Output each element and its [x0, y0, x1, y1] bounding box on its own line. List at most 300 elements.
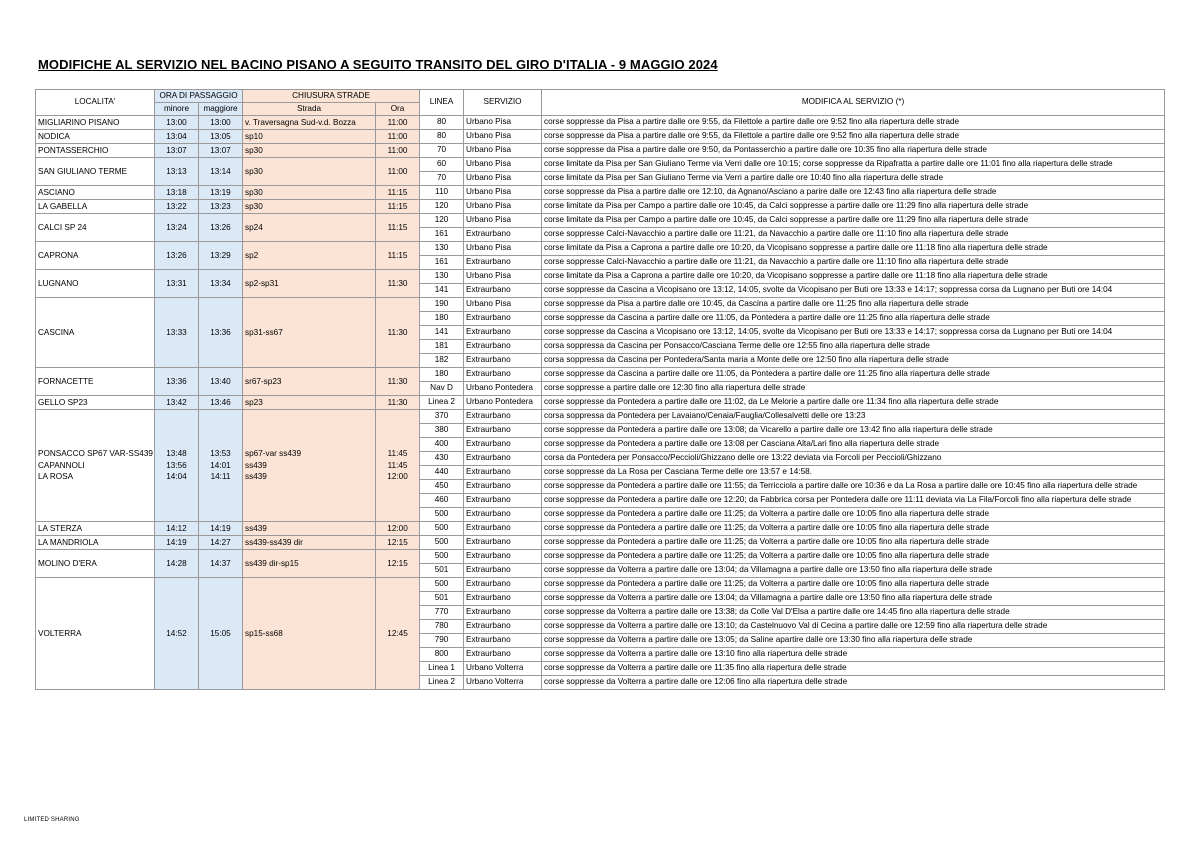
cell-maggiore — [199, 116, 243, 130]
cell-maggiore-line: 13:34 — [210, 278, 231, 288]
header-ora: Ora — [376, 103, 420, 116]
cell-linea: 501 — [420, 564, 464, 578]
cell-modifica: corse soppresse da Pontedera a partire dalle ore 11:25; da Volterra a partire dalle ore 10:05 fino alla riapertura delle strade — [542, 550, 1165, 564]
cell-localita-line: LA STERZA — [38, 523, 83, 533]
cell-servizio: Extraurbano — [464, 536, 542, 550]
cell-minore-line: 13:56 — [166, 460, 187, 470]
cell-servizio: Extraurbano — [464, 508, 542, 522]
cell-minore — [155, 396, 199, 410]
cell-strada — [243, 270, 376, 298]
cell-linea: 70 — [420, 172, 464, 186]
cell-maggiore-line: 13:36 — [210, 327, 231, 337]
cell-minore — [155, 536, 199, 550]
cell-modifica: corse soppresse da Pontedera a partire dalle ore 11:25; da Volterra a partire dalle ore 10:05 fino alla riapertura delle strade — [542, 508, 1165, 522]
cell-linea: 500 — [420, 578, 464, 592]
cell-linea: 380 — [420, 424, 464, 438]
cell-servizio: Extraurbano — [464, 256, 542, 270]
table-row — [36, 130, 1165, 144]
cell-ora-line: 11:45 — [387, 460, 408, 470]
cell-ora — [376, 410, 420, 522]
cell-linea: 60 — [420, 158, 464, 172]
cell-modifica: corse soppresse da Volterra a partire dalle ore 12:06 fino alla riapertura delle strade — [542, 676, 1165, 690]
cell-minore-line: 14:04 — [166, 472, 187, 482]
cell-minore-line: 13:24 — [166, 222, 187, 232]
cell-modifica: corse soppresse da Pontedera a partire dalle ore 13:08; da Vicarello a partire dalle ore 13:42 fino alla riapertura delle strade — [542, 424, 1165, 438]
cell-linea: 120 — [420, 214, 464, 228]
cell-modifica: corse soppresse da Pontedera a partire dalle ore 11:02, da Le Melorie a partire dalle ore 11:34 fino alla riapertura delle strade — [542, 396, 1165, 410]
cell-minore — [155, 186, 199, 200]
cell-modifica: corse soppresse Calci-Navacchio a partire dalle ore 11:21, da Navacchio a partire dalle ore 11:10 fino alla riapertura delle strade — [542, 256, 1165, 270]
table-row — [36, 536, 1165, 550]
cell-servizio: Urbano Pisa — [464, 144, 542, 158]
cell-modifica: corse soppresse da Pontedera a partire dalle ore 11:25; da Volterra a partire dalle ore 10:05 fino alla riapertura delle strade — [542, 536, 1165, 550]
cell-servizio: Urbano Pisa — [464, 270, 542, 284]
cell-servizio: Extraurbano — [464, 522, 542, 536]
header-minore: minore — [155, 103, 199, 116]
cell-linea: 181 — [420, 340, 464, 354]
schedule-table — [35, 89, 1165, 690]
cell-minore — [155, 200, 199, 214]
cell-minore — [155, 410, 199, 522]
cell-minore — [155, 242, 199, 270]
header-linea: LINEA — [420, 90, 464, 116]
cell-localita-line: PONSACCO SP67 VAR-SS439 — [38, 449, 153, 459]
cell-modifica: corse soppresse da Volterra a partire dalle ore 13:04; da Villamagna a partire dalle ore 13:50 fino alla riapertura delle strade — [542, 592, 1165, 606]
cell-linea: 500 — [420, 550, 464, 564]
cell-strada — [243, 214, 376, 242]
cell-ora-line: 11:15 — [387, 187, 408, 197]
cell-servizio: Extraurbano — [464, 592, 542, 606]
cell-modifica: corse soppresse da Cascina a partire dalle ore 11:05, da Pontedera a partire dalle ore 11:25 fino alla riapertura delle strade — [542, 312, 1165, 326]
cell-minore-line: 13:36 — [166, 376, 187, 386]
cell-servizio: Extraurbano — [464, 550, 542, 564]
cell-linea: 770 — [420, 606, 464, 620]
cell-modifica: corse soppresse da Pisa a partire dalle ore 9:55, da Filettole a partire dalle ore 9:52 fino alla riapertura delle strade — [542, 130, 1165, 144]
footer-label: LIMITED SHARING — [24, 817, 80, 823]
cell-modifica: corse soppresse a partire dalle ore 12:30 fino alla riapertura delle strade — [542, 382, 1165, 396]
cell-strada — [243, 410, 376, 522]
cell-modifica: corse soppresse da Pisa a partire dalle ore 9:50, da Pontasserchio a partire dalle ore 10:35 fino alla riapertura delle strade — [542, 144, 1165, 158]
cell-minore-line: 13:26 — [166, 250, 187, 260]
cell-modifica: corse limitate da Pisa per San Giuliano Terme via Verri a partire dalle ore 10:40 fino alla riapertura delle strade — [542, 172, 1165, 186]
cell-servizio: Urbano Pisa — [464, 214, 542, 228]
cell-strada-line: sp30 — [245, 166, 263, 176]
cell-modifica: corse soppresse da Volterra a partire dalle ore 13:10; da Castelnuovo Val di Cecina a partire dalle ore 12:59 fino alla riapertura delle strade — [542, 620, 1165, 634]
table-row — [36, 298, 1165, 312]
cell-linea: 790 — [420, 634, 464, 648]
cell-linea: 70 — [420, 144, 464, 158]
cell-servizio: Urbano Volterra — [464, 662, 542, 676]
cell-maggiore-line: 14:19 — [210, 523, 231, 533]
cell-localita-line: CAPANNOLI — [38, 460, 85, 470]
cell-minore-line: 13:18 — [166, 187, 187, 197]
cell-maggiore — [199, 214, 243, 242]
cell-linea: 500 — [420, 522, 464, 536]
cell-minore-line: 14:19 — [166, 537, 187, 547]
cell-strada-line: sp15-ss68 — [245, 628, 283, 638]
cell-servizio: Extraurbano — [464, 284, 542, 298]
cell-minore-line: 13:33 — [166, 327, 187, 337]
cell-ora — [376, 368, 420, 396]
cell-minore-line: 13:22 — [166, 201, 187, 211]
cell-servizio: Urbano Pisa — [464, 200, 542, 214]
cell-localita-line: SAN GIULIANO TERME — [38, 166, 128, 176]
header-maggiore: maggiore — [199, 103, 243, 116]
header-chiusura-strade: CHIUSURA STRADE — [243, 90, 420, 103]
cell-maggiore — [199, 550, 243, 578]
header-localita: LOCALITA' — [36, 90, 155, 116]
cell-ora-line: 11:15 — [387, 201, 408, 211]
cell-modifica: corsa soppressa da Pontedera per Lavaiano/Cenaia/Fauglia/Collesalvetti delle ore 13:23 — [542, 410, 1165, 424]
header-ora-passaggio: ORA DI PASSAGGIO — [155, 90, 243, 103]
cell-strada — [243, 368, 376, 396]
cell-minore-line: 13:48 — [166, 449, 187, 459]
cell-localita — [36, 130, 155, 144]
cell-maggiore-line: 14:27 — [210, 537, 231, 547]
cell-strada-line: ss439 — [245, 460, 267, 470]
cell-localita — [36, 214, 155, 242]
cell-localita-line: GELLO SP23 — [38, 397, 88, 407]
cell-minore-line: 13:31 — [166, 278, 187, 288]
cell-servizio: Extraurbano — [464, 368, 542, 382]
cell-localita — [36, 550, 155, 578]
cell-minore — [155, 298, 199, 368]
schedule-body — [36, 116, 1165, 690]
cell-maggiore-line: 13:19 — [210, 187, 231, 197]
cell-ora — [376, 578, 420, 690]
cell-linea: 161 — [420, 256, 464, 270]
cell-servizio: Extraurbano — [464, 340, 542, 354]
cell-strada — [243, 550, 376, 578]
cell-maggiore-line: 13:26 — [210, 222, 231, 232]
cell-maggiore-line: 13:40 — [210, 376, 231, 386]
cell-strada-line: sp30 — [245, 187, 263, 197]
table-row — [36, 368, 1165, 382]
cell-strada-line: sp31-ss67 — [245, 327, 283, 337]
cell-modifica: corse limitate da Pisa a Caprona a partire dalle ore 10:20, da Vicopisano soppresse a partire dalle ore 11:18 fino alla riapertura delle strade — [542, 242, 1165, 256]
cell-maggiore-line: 13:14 — [210, 166, 231, 176]
cell-strada-line: sp2-sp31 — [245, 278, 279, 288]
cell-linea: 180 — [420, 368, 464, 382]
table-row — [36, 200, 1165, 214]
cell-servizio: Extraurbano — [464, 634, 542, 648]
table-row — [36, 116, 1165, 130]
cell-servizio: Urbano Pontedera — [464, 382, 542, 396]
cell-modifica: corse soppresse da Volterra a partire dalle ore 11:35 fino alla riapertura delle strade — [542, 662, 1165, 676]
cell-strada-line: sp2 — [245, 250, 259, 260]
cell-servizio: Extraurbano — [464, 326, 542, 340]
cell-ora — [376, 522, 420, 536]
cell-servizio: Urbano Pontedera — [464, 396, 542, 410]
cell-linea: 80 — [420, 116, 464, 130]
cell-modifica: corse soppresse da Pontedera a partire dalle ore 11:25; da Volterra a partire dalle ore 10:05 fino alla riapertura delle strade — [542, 578, 1165, 592]
cell-localita-line: VOLTERRA — [38, 628, 82, 638]
cell-ora — [376, 270, 420, 298]
cell-servizio: Urbano Pisa — [464, 158, 542, 172]
cell-maggiore-line: 13:29 — [210, 250, 231, 260]
cell-ora-line: 12:00 — [387, 472, 408, 482]
cell-linea: 440 — [420, 466, 464, 480]
cell-servizio: Extraurbano — [464, 438, 542, 452]
cell-localita — [36, 144, 155, 158]
cell-localita — [36, 298, 155, 368]
table-row — [36, 396, 1165, 410]
cell-modifica: corse limitate da Pisa per San Giuliano Terme via Verri dalle ore 10:15; corse soppresse da Ripafratta a partire dalle ore 11:01 fino alla riapertura delle strade — [542, 158, 1165, 172]
cell-strada-line: sp24 — [245, 222, 263, 232]
cell-linea: 370 — [420, 410, 464, 424]
cell-ora — [376, 536, 420, 550]
cell-linea: 141 — [420, 326, 464, 340]
cell-modifica: corse soppresse da Volterra a partire dalle ore 13:38; da Colle Val D'Elsa a partire dalle ore 14:45 fino alla riapertura delle strade — [542, 606, 1165, 620]
cell-ora-line: 11:30 — [387, 397, 408, 407]
cell-minore — [155, 368, 199, 396]
table-row — [36, 410, 1165, 424]
cell-servizio: Extraurbano — [464, 466, 542, 480]
cell-ora-line: 11:00 — [387, 117, 408, 127]
cell-ora-line: 12:45 — [387, 628, 408, 638]
cell-localita-line: LUGNANO — [38, 278, 79, 288]
cell-servizio: Urbano Pisa — [464, 172, 542, 186]
table-row — [36, 214, 1165, 228]
cell-localita-line: CASCINA — [38, 327, 75, 337]
cell-strada-line: ss439-ss439 dir — [245, 537, 303, 547]
header-servizio: SERVIZIO — [464, 90, 542, 116]
table-row — [36, 578, 1165, 592]
cell-strada — [243, 186, 376, 200]
cell-minore-line: 13:07 — [166, 145, 187, 155]
cell-servizio: Urbano Pisa — [464, 242, 542, 256]
cell-maggiore — [199, 368, 243, 396]
cell-strada-line: ss439 — [245, 523, 267, 533]
cell-minore — [155, 158, 199, 186]
cell-servizio: Urbano Pisa — [464, 116, 542, 130]
cell-servizio: Extraurbano — [464, 620, 542, 634]
cell-localita — [36, 578, 155, 690]
cell-linea: 500 — [420, 508, 464, 522]
cell-minore — [155, 144, 199, 158]
cell-linea: 430 — [420, 452, 464, 466]
cell-ora — [376, 214, 420, 242]
cell-maggiore — [199, 186, 243, 200]
cell-localita-line: LA MANDRIOLA — [38, 537, 99, 547]
cell-modifica: corsa soppressa da Cascina per Ponsacco/Casciana Terme delle ore 12:55 fino alla riapertura delle strade — [542, 340, 1165, 354]
cell-linea: 460 — [420, 494, 464, 508]
cell-localita-line: LA ROSA — [38, 472, 74, 482]
cell-minore — [155, 578, 199, 690]
cell-localita — [36, 242, 155, 270]
cell-localita — [36, 186, 155, 200]
cell-maggiore — [199, 578, 243, 690]
cell-maggiore — [199, 522, 243, 536]
cell-ora — [376, 144, 420, 158]
cell-modifica: corse limitate da Pisa per Campo a partire dalle ore 10:45, da Calci soppresse a partire dalle ore 11:29 fino alla riapertura delle strade — [542, 200, 1165, 214]
cell-minore — [155, 522, 199, 536]
cell-strada — [243, 536, 376, 550]
cell-strada-line: ss439 dir-sp15 — [245, 558, 299, 568]
cell-localita — [36, 410, 155, 522]
cell-linea: 130 — [420, 242, 464, 256]
cell-maggiore — [199, 396, 243, 410]
cell-localita-line: CALCI SP 24 — [38, 222, 87, 232]
cell-strada — [243, 396, 376, 410]
cell-maggiore — [199, 410, 243, 522]
cell-localita-line: LA GABELLA — [38, 201, 88, 211]
cell-servizio: Extraurbano — [464, 228, 542, 242]
cell-strada-line: sp30 — [245, 201, 263, 211]
cell-localita-line: NODICA — [38, 131, 70, 141]
cell-ora-line: 11:00 — [387, 131, 408, 141]
cell-maggiore-line: 15:05 — [210, 628, 231, 638]
cell-modifica: corse limitate da Pisa a Caprona a partire dalle ore 10:20, da Vicopisano soppresse a partire dalle ore 11:18 fino alla riapertura delle strade — [542, 270, 1165, 284]
cell-ora — [376, 298, 420, 368]
cell-minore — [155, 130, 199, 144]
cell-linea: 400 — [420, 438, 464, 452]
cell-strada — [243, 242, 376, 270]
cell-ora — [376, 158, 420, 186]
cell-ora-line: 11:30 — [387, 278, 408, 288]
cell-servizio: Extraurbano — [464, 354, 542, 368]
cell-linea: 500 — [420, 536, 464, 550]
cell-maggiore — [199, 200, 243, 214]
cell-strada-line: sp67-var ss439 — [245, 449, 301, 459]
cell-linea: 130 — [420, 270, 464, 284]
table-row — [36, 186, 1165, 200]
cell-strada-line: sp10 — [245, 131, 263, 141]
cell-ora-line: 12:15 — [387, 558, 408, 568]
cell-localita — [36, 536, 155, 550]
cell-maggiore-line: 14:11 — [210, 472, 231, 482]
header-modifica: MODIFICA AL SERVIZIO (*) — [542, 90, 1165, 116]
cell-minore-line: 13:00 — [166, 117, 187, 127]
cell-modifica: corsa soppressa da Cascina per Pontedera/Santa maria a Monte delle ore 12:50 fino alla riapertura delle strade — [542, 354, 1165, 368]
cell-modifica: corse soppresse da Volterra a partire dalle ore 13:04; da Villamagna a partire dalle ore 13:50 fino alla riapertura delle strade — [542, 564, 1165, 578]
cell-maggiore-line: 13:07 — [210, 145, 231, 155]
table-row — [36, 242, 1165, 256]
cell-localita — [36, 116, 155, 130]
cell-linea: 501 — [420, 592, 464, 606]
cell-localita — [36, 200, 155, 214]
cell-minore-line: 14:28 — [166, 558, 187, 568]
cell-linea: 141 — [420, 284, 464, 298]
cell-localita — [36, 522, 155, 536]
cell-strada — [243, 200, 376, 214]
cell-linea: 800 — [420, 648, 464, 662]
cell-ora — [376, 116, 420, 130]
cell-ora-line: 11:45 — [387, 449, 408, 459]
cell-strada — [243, 130, 376, 144]
header-strada: Strada — [243, 103, 376, 116]
cell-linea: 182 — [420, 354, 464, 368]
cell-ora-line: 11:00 — [387, 145, 408, 155]
cell-servizio: Urbano Pisa — [464, 186, 542, 200]
cell-modifica: corse soppresse da Cascina a Vicopisano ore 13:12, 14:05, svolte da Vicopisano per Buti ore 13:33 e 14:17; soppressa corsa da Lugnano per Buti ore 14:04 — [542, 326, 1165, 340]
cell-strada — [243, 116, 376, 130]
cell-minore-line: 14:12 — [166, 523, 187, 533]
cell-servizio: Extraurbano — [464, 564, 542, 578]
cell-ora-line: 11:00 — [387, 166, 408, 176]
cell-ora-line: 12:15 — [387, 537, 408, 547]
cell-strada-line: ss439 — [245, 472, 267, 482]
cell-modifica: corse soppresse da Pisa a partire dalle ore 9:55, da Filettole a partire dalle ore 9:52 fino alla riapertura delle strade — [542, 116, 1165, 130]
cell-ora — [376, 130, 420, 144]
cell-ora-line: 12:00 — [387, 523, 408, 533]
cell-servizio: Extraurbano — [464, 424, 542, 438]
cell-linea: 110 — [420, 186, 464, 200]
cell-linea: Nav D — [420, 382, 464, 396]
cell-servizio: Extraurbano — [464, 312, 542, 326]
cell-maggiore — [199, 270, 243, 298]
cell-strada — [243, 144, 376, 158]
cell-maggiore-line: 13:00 — [210, 117, 231, 127]
cell-linea: 190 — [420, 298, 464, 312]
page-title: MODIFICHE AL SERVIZIO NEL BACINO PISANO A SEGUITO TRANSITO DEL GIRO D'ITALIA - 9 MAGGIO 2024 — [38, 57, 718, 72]
cell-maggiore-line: 13:23 — [210, 201, 231, 211]
table-row — [36, 144, 1165, 158]
cell-servizio: Extraurbano — [464, 648, 542, 662]
cell-strada — [243, 298, 376, 368]
cell-strada-line: sp30 — [245, 145, 263, 155]
cell-localita-line: PONTASSERCHIO — [38, 145, 109, 155]
cell-strada — [243, 522, 376, 536]
cell-modifica: corse soppresse da Volterra a partire dalle ore 13:05; da Saline apartire dalle ore 13:30 fino alla riapertura delle strade — [542, 634, 1165, 648]
cell-strada-line: sp23 — [245, 397, 263, 407]
cell-ora-line: 11:15 — [387, 222, 408, 232]
table-row — [36, 550, 1165, 564]
cell-maggiore-line: 14:37 — [210, 558, 231, 568]
cell-servizio: Extraurbano — [464, 410, 542, 424]
cell-linea: 120 — [420, 200, 464, 214]
cell-servizio: Extraurbano — [464, 578, 542, 592]
cell-modifica: corse soppresse da Pisa a partire dalle ore 10:45, da Cascina a partire dalle ore 11:25 fino alla riapertura delle strade — [542, 298, 1165, 312]
cell-ora — [376, 396, 420, 410]
table-row — [36, 158, 1165, 172]
cell-servizio: Extraurbano — [464, 480, 542, 494]
cell-ora-line: 11:15 — [387, 250, 408, 260]
cell-modifica: corse soppresse Calci-Navacchio a partire dalle ore 11:21, da Navacchio a partire dalle ore 11:10 fino alla riapertura delle strade — [542, 228, 1165, 242]
cell-modifica: corse soppresse da Pontedera a partire dalle ore 12:20; da Fabbrica corsa per Pontedera dalle ore 11:11 deviata via La Fila/Forcoli fino alla riapertura delle strade — [542, 494, 1165, 508]
cell-maggiore — [199, 298, 243, 368]
cell-servizio: Urbano Volterra — [464, 676, 542, 690]
cell-minore — [155, 214, 199, 242]
cell-servizio: Urbano Pisa — [464, 130, 542, 144]
cell-minore — [155, 550, 199, 578]
cell-maggiore — [199, 242, 243, 270]
cell-maggiore — [199, 130, 243, 144]
cell-modifica: corse limitate da Pisa per Campo a partire dalle ore 10:45, da Calci soppresse a partire dalle ore 11:29 fino alla riapertura delle strade — [542, 214, 1165, 228]
table-row — [36, 270, 1165, 284]
cell-maggiore-line: 14:01 — [210, 460, 231, 470]
cell-maggiore — [199, 158, 243, 186]
cell-ora — [376, 200, 420, 214]
cell-minore-line: 13:42 — [166, 397, 187, 407]
cell-localita-line: CAPRONA — [38, 250, 79, 260]
cell-modifica: corse soppresse da Cascina a Vicopisano ore 13:12, 14:05, svolte da Vicopisano per Buti ore 13:33 e 14:17; soppressa corsa da Lugnano per Buti ore 14:04 — [542, 284, 1165, 298]
cell-modifica: corse soppresse da Pisa a partire dalle ore 12:10, da Agnano/Asciano a parire dalle ore 12:43 fino alla riapertura delle strade — [542, 186, 1165, 200]
table-row — [36, 522, 1165, 536]
cell-minore-line: 13:13 — [166, 166, 187, 176]
cell-modifica: corse soppresse da Pontedera a partire dalle ore 13:08 per Casciana Alta/Lari fino alla riapertura delle strade — [542, 438, 1165, 452]
cell-localita-line: MIGLIARINO PISANO — [38, 117, 120, 127]
cell-linea: 80 — [420, 130, 464, 144]
cell-linea: Linea 1 — [420, 662, 464, 676]
cell-servizio: Extraurbano — [464, 494, 542, 508]
cell-localita — [36, 270, 155, 298]
cell-ora — [376, 186, 420, 200]
cell-ora-line: 11:30 — [387, 327, 408, 337]
cell-localita — [36, 396, 155, 410]
cell-modifica: corse soppresse da Pontedera a partire dalle ore 11:25; da Volterra a partire dalle ore 10:05 fino alla riapertura delle strade — [542, 522, 1165, 536]
cell-linea: 780 — [420, 620, 464, 634]
